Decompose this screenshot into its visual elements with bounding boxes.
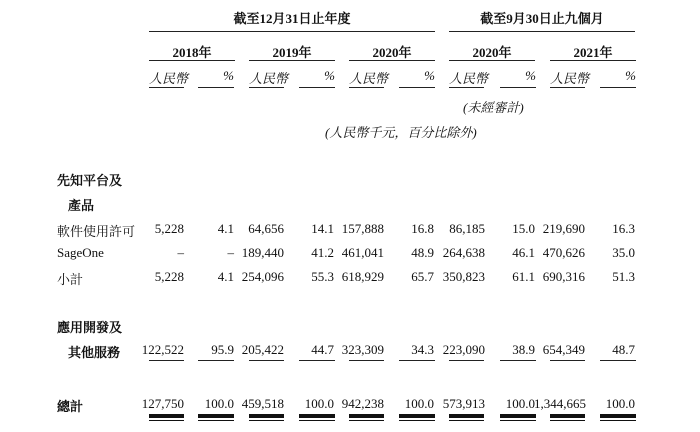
cell: 48.9 xyxy=(411,245,434,260)
cell: 157,888 xyxy=(341,221,384,236)
cell: 223,090 xyxy=(442,342,485,357)
year-divider xyxy=(449,60,535,61)
cell: 64,656 xyxy=(248,221,284,236)
unit-pct: % xyxy=(625,68,636,83)
unit-divider xyxy=(500,87,536,88)
cell: 618,929 xyxy=(341,269,384,284)
total-double-underline xyxy=(449,420,484,421)
total-double-underline xyxy=(249,414,284,418)
year-header-2021-9m: 2021年 xyxy=(573,45,613,60)
cell: 14.1 xyxy=(311,221,334,236)
subtotal-underline xyxy=(449,360,484,361)
group-header-annual: 截至12月31日止年度 xyxy=(233,11,351,26)
cell: 122,522 xyxy=(141,342,184,357)
unit-divider xyxy=(149,87,184,88)
unit-pct: % xyxy=(525,68,536,83)
row-label: 總計 xyxy=(57,400,84,415)
total-double-underline xyxy=(149,414,184,418)
cell: 219,690 xyxy=(542,221,585,236)
cell: 15.0 xyxy=(512,221,535,236)
cell: 61.1 xyxy=(512,269,535,284)
cell: 205,422 xyxy=(241,342,284,357)
total-double-underline xyxy=(198,414,234,418)
total-double-underline xyxy=(600,420,636,421)
year-divider xyxy=(249,60,335,61)
year-divider xyxy=(349,60,435,61)
cell: – xyxy=(227,245,234,260)
total-double-underline xyxy=(550,414,585,418)
row-label: 小計 xyxy=(57,273,84,288)
cell: 95.9 xyxy=(211,342,234,357)
cell: 100.0 xyxy=(404,396,434,411)
cell: 470,626 xyxy=(542,245,585,260)
cell: 41.2 xyxy=(311,245,334,260)
cell: 46.1 xyxy=(512,245,535,260)
cell: 5,228 xyxy=(154,221,184,236)
unit-divider xyxy=(550,87,585,88)
section-title-platform: 先知平台及 xyxy=(57,174,123,189)
cell: 16.3 xyxy=(612,221,635,236)
year-header-2020-9m: 2020年 xyxy=(472,45,512,60)
total-double-underline xyxy=(349,420,384,421)
cell: 1,344,665 xyxy=(534,396,586,411)
unit-divider xyxy=(249,87,284,88)
unit-rmb: 人民幣 xyxy=(149,71,189,86)
cell: 690,316 xyxy=(542,269,585,284)
cell: 34.3 xyxy=(411,342,434,357)
year-header-2019: 2019年 xyxy=(272,45,312,60)
subtotal-underline xyxy=(149,360,184,361)
currency-note: (人民幣千元，百分比除外) xyxy=(325,125,477,140)
total-double-underline xyxy=(449,414,484,418)
cell: 55.3 xyxy=(311,269,334,284)
year-header-2020: 2020年 xyxy=(372,45,412,60)
unit-divider xyxy=(349,87,384,88)
unit-pct: % xyxy=(424,68,435,83)
unit-rmb: 人民幣 xyxy=(349,71,389,86)
cell: 51.3 xyxy=(612,269,635,284)
subtotal-underline xyxy=(500,360,536,361)
cell: 100.0 xyxy=(204,396,234,411)
section-title-platform-cont: 產品 xyxy=(68,199,95,214)
cell: – xyxy=(177,245,184,260)
cell: 189,440 xyxy=(241,245,284,260)
cell: 4.1 xyxy=(217,221,234,236)
cell: 942,238 xyxy=(341,396,384,411)
unit-pct: % xyxy=(324,68,335,83)
subtotal-underline xyxy=(299,360,335,361)
unit-divider xyxy=(198,87,234,88)
cell: 38.9 xyxy=(512,342,535,357)
total-double-underline xyxy=(399,414,435,418)
unit-pct: % xyxy=(223,68,234,83)
cell: 459,518 xyxy=(241,396,284,411)
total-double-underline xyxy=(299,414,335,418)
total-double-underline xyxy=(249,420,284,421)
total-double-underline xyxy=(600,414,636,418)
unit-divider xyxy=(399,87,435,88)
unit-divider xyxy=(600,87,636,88)
cell: 461,041 xyxy=(341,245,384,260)
total-double-underline xyxy=(399,420,435,421)
unit-rmb: 人民幣 xyxy=(449,71,489,86)
total-double-underline xyxy=(349,414,384,418)
cell: 573,913 xyxy=(442,396,485,411)
cell: 100.0 xyxy=(304,396,334,411)
cell: 44.7 xyxy=(311,342,334,357)
group-header-nine-months: 截至9月30日止九個月 xyxy=(480,11,604,26)
year-divider xyxy=(550,60,636,61)
total-double-underline xyxy=(299,420,335,421)
year-divider xyxy=(149,60,235,61)
subtotal-underline xyxy=(249,360,284,361)
unit-divider xyxy=(449,87,484,88)
row-label: 其他服務 xyxy=(68,346,121,361)
year-header-2018: 2018年 xyxy=(172,45,212,60)
cell: 5,228 xyxy=(154,269,184,284)
total-double-underline xyxy=(550,420,585,421)
cell: 48.7 xyxy=(612,342,635,357)
unit-divider xyxy=(299,87,335,88)
total-double-underline xyxy=(500,420,536,421)
row-label: 軟件使用許可 xyxy=(57,225,136,240)
subtotal-underline xyxy=(198,360,234,361)
row-label: SageOne xyxy=(57,245,104,260)
subtotal-underline xyxy=(600,360,636,361)
cell: 65.7 xyxy=(411,269,434,284)
cell: 35.0 xyxy=(612,245,635,260)
total-double-underline xyxy=(198,420,234,421)
cell: 350,823 xyxy=(442,269,485,284)
total-double-underline xyxy=(500,414,536,418)
cell: 323,309 xyxy=(341,342,384,357)
total-double-underline xyxy=(149,420,184,421)
subtotal-underline xyxy=(399,360,435,361)
cell: 100.0 xyxy=(505,396,535,411)
cell: 254,096 xyxy=(241,269,284,284)
unit-rmb: 人民幣 xyxy=(550,71,590,86)
group-divider-annual xyxy=(149,31,435,32)
section-title-services: 應用開發及 xyxy=(57,321,123,336)
unaudited-note: (未經審計) xyxy=(463,100,524,115)
cell: 127,750 xyxy=(141,396,184,411)
cell: 264,638 xyxy=(442,245,485,260)
cell: 4.1 xyxy=(217,269,234,284)
cell: 654,349 xyxy=(542,342,585,357)
cell: 86,185 xyxy=(449,221,485,236)
subtotal-underline xyxy=(349,360,384,361)
group-divider-nine-months xyxy=(449,31,635,32)
cell: 16.8 xyxy=(411,221,434,236)
subtotal-underline xyxy=(550,360,585,361)
cell: 100.0 xyxy=(605,396,635,411)
unit-rmb: 人民幣 xyxy=(249,71,289,86)
